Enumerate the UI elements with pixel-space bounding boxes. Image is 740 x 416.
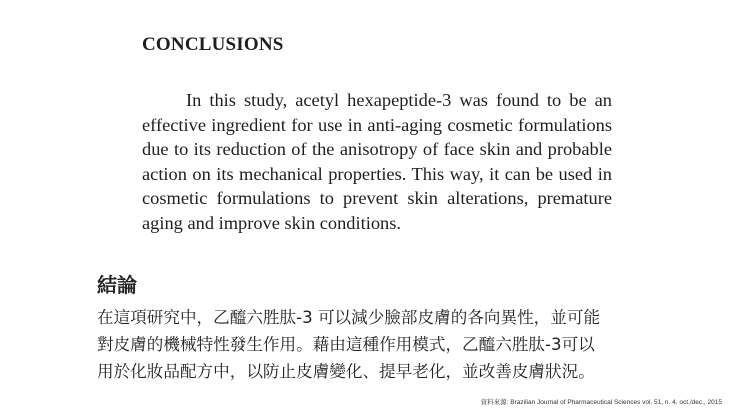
translation-line: 對皮膚的機械特性發生作用。藉由這種作用模式，乙醯六胜肽-3可以	[97, 335, 595, 354]
translation-body	[97, 304, 667, 385]
excerpt-image	[142, 34, 612, 235]
translation-title: 結論	[97, 273, 137, 297]
translation-line: 用於化妝品配方中，以防止皮膚變化、提早老化，並改善皮膚狀況。	[97, 362, 595, 381]
conclusions-paragraph: In this study, acetyl hexapeptide-3 was found to be an effective ingredient for use in anti-aging cosmetic formulations due to its reduction of the anisotropy of face skin and probable action on its mechanical properties. This way, it can be used in cosmetic formulations to prevent skin alterations, premature aging and improve skin conditions.	[142, 90, 612, 233]
conclusions-heading: CONCLUSIONS	[142, 34, 284, 55]
source-citation: 資料來源: Brazilian Journal of Pharmaceutical Sciences vol. 51, n. 4, oct./dec., 2015	[480, 399, 722, 406]
translation-block	[97, 272, 667, 385]
translation-line: 在這項研究中，乙醯六胜肽-3 可以減少臉部皮膚的各向異性，並可能	[97, 308, 601, 327]
